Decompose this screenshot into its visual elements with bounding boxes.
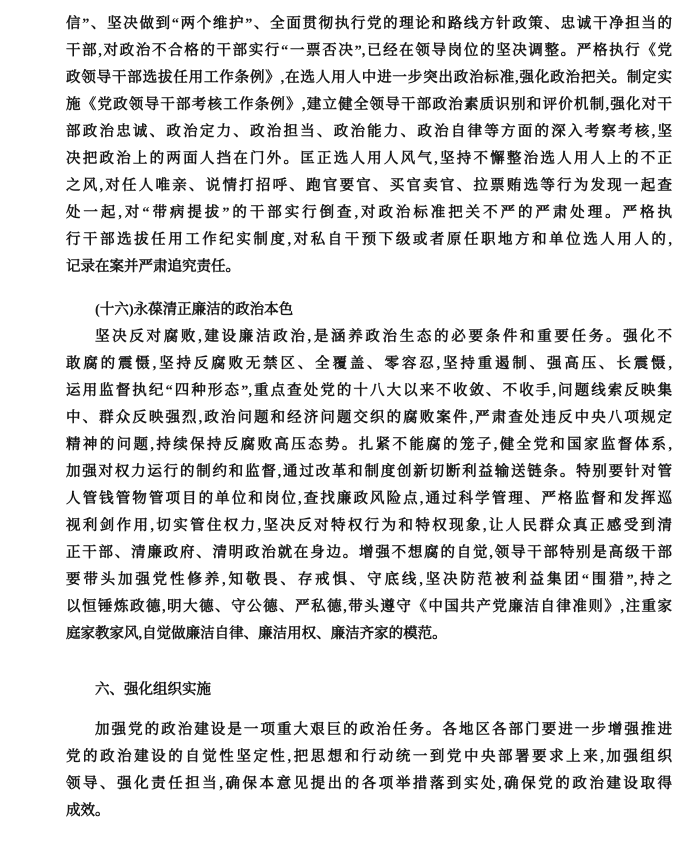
text-line: 记录在案并严肃追究责任。: [66, 259, 240, 275]
paragraph-continued: [66, 11, 672, 281]
text-line: 精神的问题,持续保持反腐败高压态势。扎紧不能腐的笼子,健全党和国家监督体系,: [66, 437, 672, 453]
text-line: 处一起,对“带病提拔”的干部实行倒查,对政治标准把关不严的严肃处理。严格执: [66, 205, 672, 221]
text-line: 要带头加强党性修养,知敬畏、存戒惧、守底线,坚决防范被利益集团“围猎”,持之: [66, 572, 672, 588]
section-heading-six: 六、强化组织实施: [95, 682, 211, 698]
text-line: 加强对权力运行的制约和监督,通过改革和制度创新切断利益输送链条。特别要针对管: [66, 464, 672, 480]
text-line: 视利剑作用,切实管住权力,坚决反对特权行为和特权现象,让人民群众真正感受到清: [66, 518, 672, 534]
text-line: 决把政治上的两面人挡在门外。匡正选人用人风气,坚持不懈整治选人用人上的不正: [66, 151, 672, 167]
text-line: 敢腐的震慑,坚持反腐败无禁区、全覆盖、零容忍,坚持重遏制、强高压、长震慑,: [66, 356, 672, 372]
text-line: 施《党政领导干部考核工作条例》,建立健全领导干部政治素质识别和评价机制,强化对干: [66, 97, 672, 113]
text-line: 信”、坚决做到“两个维护”、全面贯彻执行党的理论和路线方针政策、忠诚干净担当的: [66, 16, 672, 32]
text-line: 运用监督执纪“四种形态”,重点查处党的十八大以来不收敛、不收手,问题线索反映集: [66, 383, 672, 399]
text-line: 正干部、清廉政府、清明政治就在身边。增强不想腐的自觉,领导干部特别是高级干部: [66, 545, 672, 561]
text-line: 中、群众反映强烈,政治问题和经济问题交织的腐败案件,严肃查处违反中央八项规定: [66, 410, 672, 426]
paragraph-anticorruption: [66, 324, 672, 648]
text-line: 政领导干部选拔任用工作条例》,在选人用人中进一步突出政治标准,强化政治把关。制定实: [66, 70, 672, 86]
text-line: 加强党的政治建设是一项重大艰巨的政治任务。各地区各部门要进一步增强推进: [95, 722, 672, 738]
text-line: 成效。: [66, 803, 110, 819]
paragraph-implementation: [66, 717, 672, 825]
text-line: 之风,对任人唯亲、说情打招呼、跑官要官、买官卖官、拉票贿选等行为发现一起查: [66, 178, 672, 194]
text-line: 人管钱管物管项目的单位和岗位,查找廉政风险点,通过科学管理、严格监督和发挥巡: [66, 491, 672, 507]
text-line: 行干部选拔任用工作纪实制度,对私自干预下级或者原任职地方和单位选人用人的,: [66, 232, 672, 248]
text-line: 领导、强化责任担当,确保本意见提出的各项举措落到实处,确保党的政治建设取得: [66, 776, 672, 792]
text-line: 庭家教家风,自觉做廉洁自律、廉洁用权、廉洁齐家的模范。: [66, 626, 447, 642]
subsection-heading-16: (十六)永葆清正廉洁的政治本色: [95, 302, 294, 318]
text-line: 干部,对政治不合格的干部实行“一票否决”,已经在领导岗位的坚决调整。严格执行《党: [66, 43, 672, 59]
text-line: 以恒锤炼政德,明大德、守公德、严私德,带头遵守《中国共产党廉洁自律准则》,注重家: [66, 599, 672, 615]
text-line: 党的政治建设的自觉性坚定性,把思想和行动统一到党中央部署要求上来,加强组织: [66, 749, 672, 765]
text-line: 坚决反对腐败,建设廉洁政治,是涵养政治生态的必要条件和重要任务。强化不: [95, 329, 672, 345]
text-line: 部政治忠诚、政治定力、政治担当、政治能力、政治自律等方面的深入考察考核,坚: [66, 124, 672, 140]
